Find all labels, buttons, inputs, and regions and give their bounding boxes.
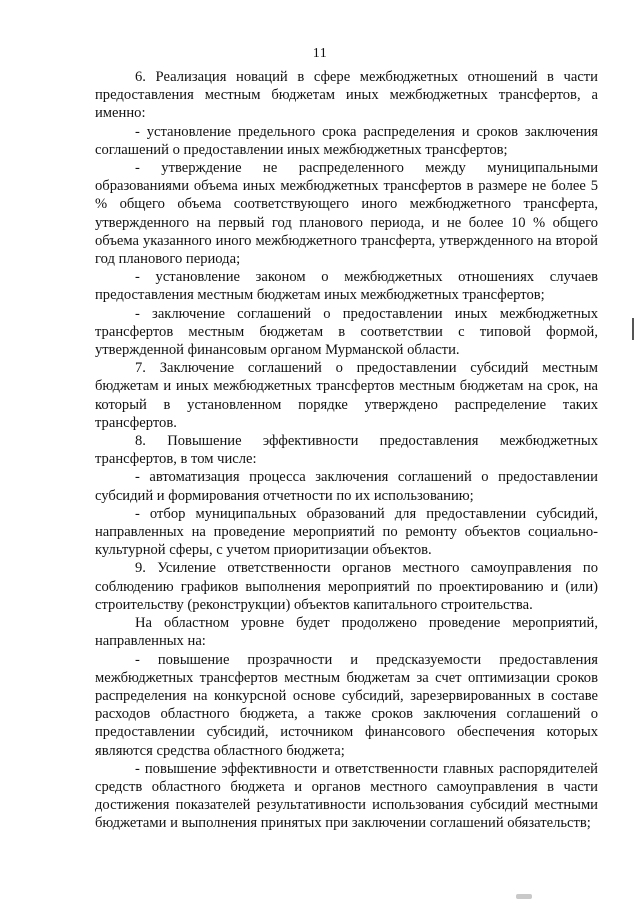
paragraph-8: 8. Повышение эффективности предоставления межбюджетных трансфертов, в том числе: — [95, 433, 598, 468]
paragraph-6-intro: 6. Реализация новаций в сфере межбюджетных отношений в части предоставления местным бюджетам иных межбюджетных трансфертов, а именно: — [95, 69, 598, 122]
paragraph-7: 7. Заключение соглашений о предоставлении субсидий местным бюджетам и иных межбюджетных трансфертов местным бюджетам на срок, на который в установленном порядке утверждено распределение таких трансфертов. — [95, 360, 598, 431]
list-item-selection: - отбор муниципальных образований для предоставлении субсидий, направленных на проведение мероприятий по ремонту объектов социально-культурной сферы, с учетом приоритизации объектов. — [95, 505, 598, 559]
list-item-law-cases: - установление законом о межбюджетных отношениях случаев предоставления местным бюджетам иных межбюджетных трансфертов; — [95, 269, 598, 304]
paragraph-9: 9. Усиление ответственности органов местного самоуправления по соблюдению графиков выполнения мероприятий по проектированию и (или) строительству (реконструкции) объектов капитального строительства. — [95, 560, 598, 613]
list-item-deadline: - установление предельного срока распределения и сроков заключения соглашений о предоставлении иных межбюджетных трансфертов; — [95, 123, 598, 158]
document-body — [95, 68, 598, 833]
scan-smudge — [516, 894, 532, 899]
scan-edge-mark — [632, 318, 634, 340]
list-item-efficiency: - повышение эффективности и ответственности главных распорядителей средств областного бюджета и органов местного самоуправления в части достижения показателей результативности использования субсидий местными бюджетами и выполнения принятых при заключении соглашений обязательств; — [95, 760, 598, 832]
list-item-agreements: - заключение соглашений о предоставлении иных межбюджетных трансфертов местным бюджетам в соответствии с типовой формой, утвержденной финансовым органом Мурманской области. — [95, 305, 598, 359]
page-number: 11 — [312, 46, 328, 61]
list-item-automation: - автоматизация процесса заключения соглашений о предоставлении субсидий и формирования отчетности по их использованию; — [95, 469, 598, 504]
list-item-unallocated-volume: - утверждение не распределенного между муниципальными образованиями объема иных межбюджетных трансфертов в размере не более 5 % общего объема соответствующего иного межбюджетного трансферта, утвержденного на первый год планового периода, и не более 10 % общего объема указанного иного межбюджетного трансферта, утвержденного на второй год планового периода; — [95, 160, 598, 268]
list-item-transparency: - повышение прозрачности и предсказуемости предоставления межбюджетных трансфертов местным бюджетам за счет оптимизации сроков распределения на конкурсной основе субсидий, зарезервированных в составе расходов областного бюджета, а также сроков заключения соглашений о предоставлении субсидий, источником финансового обеспечения которых являются средства областного бюджета; — [95, 651, 598, 759]
paragraph-regional-level: На областном уровне будет продолжено проведение мероприятий, направленных на: — [95, 615, 598, 650]
